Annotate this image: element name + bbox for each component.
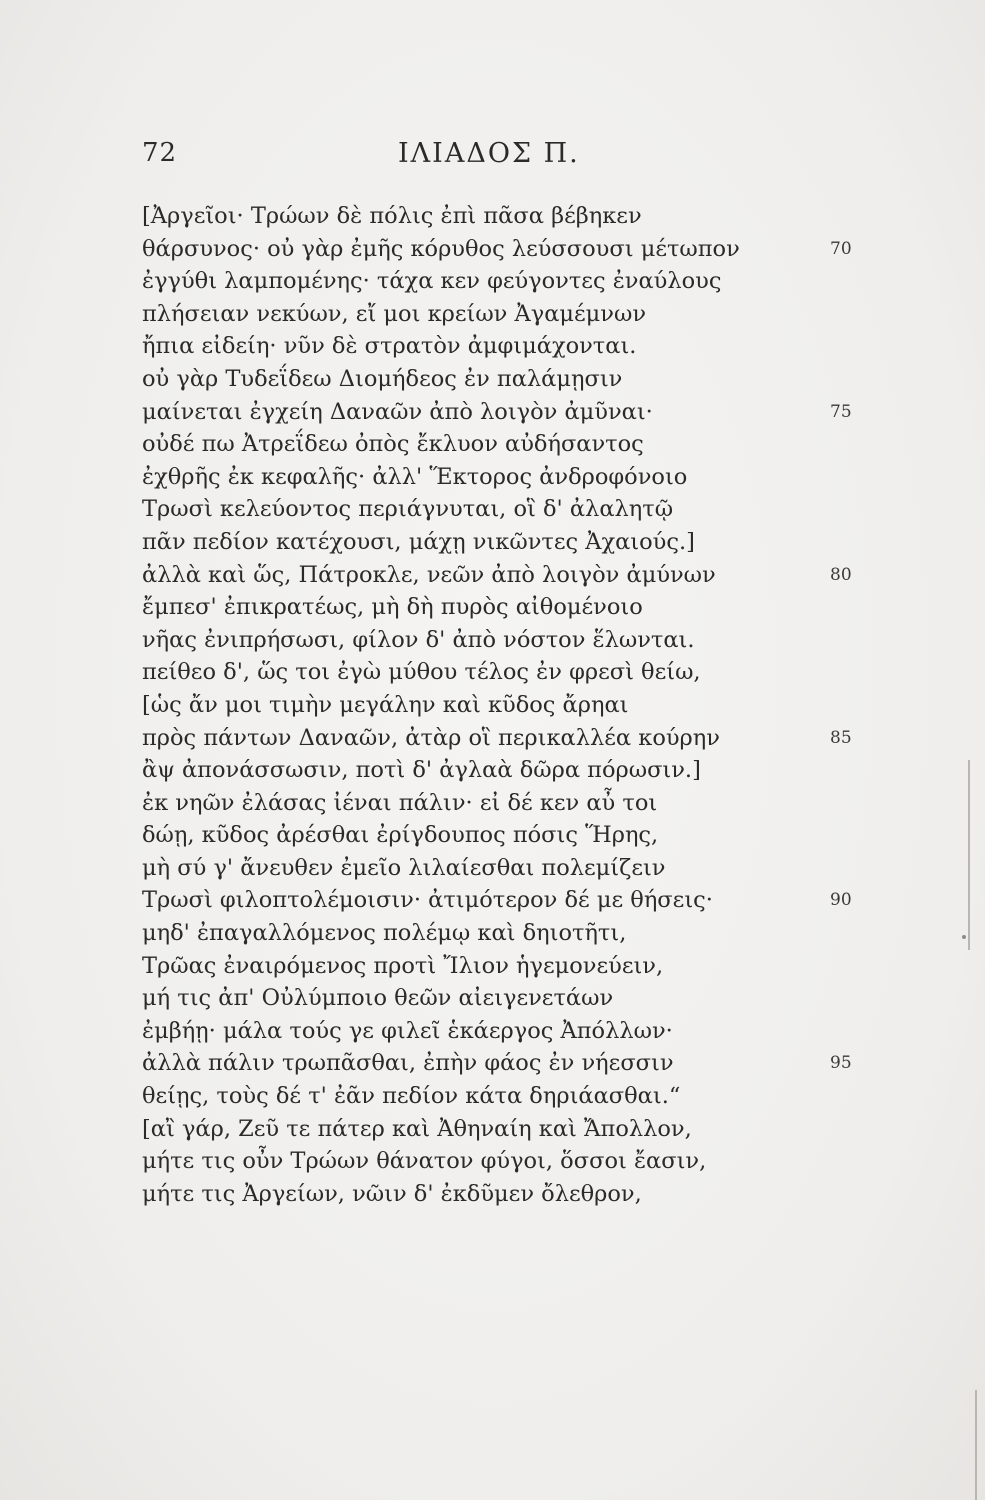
verse-line [142, 982, 902, 1015]
line-number: 85 [830, 727, 852, 748]
verse-text: οὐδέ πω Ἀτρεΐδεω ὀπὸς ἔκλυον αὐδήσαντος [142, 431, 644, 458]
verse-line [142, 396, 902, 429]
verse-line [142, 363, 902, 396]
verse-text: πᾶν πεδίον κατέχουσι, μάχῃ νικῶντες Ἀχαιούς.] [142, 528, 695, 555]
verse-line [142, 559, 902, 592]
verse-line [142, 233, 902, 266]
verse-text: [ὡς ἄν μοι τιμὴν μεγάλην καὶ κῦδος ἄρηαι [142, 691, 629, 718]
verse-text: μηδ' ἐπαγαλλόμενος πολέμῳ καὶ δηιοτῆτι, [142, 920, 627, 947]
verse-line [142, 689, 902, 722]
verse-line [142, 526, 902, 559]
verse-line [142, 265, 902, 298]
verse-text: μὴ σύ γ' ἄνευθεν ἐμεῖο λιλαίεσθαι πολεμίζειν [142, 854, 666, 881]
verse-text: [Ἀργεῖοι· Τρώων δὲ πόλις ἐπὶ πᾶσα βέβηκεν [142, 203, 642, 229]
verse-line [142, 624, 902, 657]
verse-text: νῆας ἐνιπρήσωσι, φίλον δ' ἀπὸ νόστον ἕλωνται. [142, 626, 695, 653]
line-number: 75 [830, 401, 852, 422]
verse-text: Τρῶας ἐναιρόμενος προτὶ Ἴλιον ἡγεμονεύειν, [142, 952, 664, 979]
verse-text: ἐμβήῃ· μάλα τούς γε φιλεῖ ἑκάεργος Ἀπόλλων· [142, 1017, 673, 1044]
verse-text: ἂψ ἀπονάσσωσιν, ποτὶ δ' ἀγλαὰ δῶρα πόρωσιν.] [142, 757, 701, 784]
verse-text: Τρωσὶ φιλοπτολέμοισιν· ἀτιμότερον δέ με θήσεις· [142, 887, 713, 914]
verse-text: [αἲ γάρ, Ζεῦ τε πάτερ καὶ Ἀθηναίη καὶ Ἄπολλον, [142, 1115, 692, 1142]
verse-line [142, 461, 902, 494]
verse-line [142, 754, 902, 787]
verse-text: ἀλλὰ καὶ ὥς, Πάτροκλε, νεῶν ἀπὸ λοιγὸν ἀμύνων [142, 561, 716, 588]
verse-line [142, 1047, 902, 1080]
verse-line [142, 917, 902, 950]
verse-line [142, 428, 902, 461]
verse-text: οὐ γὰρ Τυδεΐδεω Διομήδεος ἐν παλάμῃσιν [142, 365, 623, 392]
verse-text: θείῃς, τοὺς δέ τ' ἐᾶν πεδίον κάτα δηριάασθαι.“ [142, 1083, 681, 1110]
verse-line [142, 298, 902, 331]
verse-text: πείθεο δ', ὥς τοι ἐγὼ μύθου τέλος ἐν φρεσὶ θείω, [142, 659, 701, 686]
verse-line [142, 1145, 902, 1178]
verse-line [142, 330, 902, 363]
verse-line [142, 200, 902, 233]
verse-line [142, 493, 902, 526]
line-number: 90 [830, 890, 852, 911]
verse-text: πλήσειαν νεκύων, εἴ μοι κρείων Ἀγαμέμνων [142, 300, 647, 327]
verse-text: μαίνεται ἐγχείη Δαναῶν ἀπὸ λοιγὸν ἀμῦναι· [142, 398, 653, 425]
line-number: 95 [830, 1053, 852, 1074]
verse-line [142, 656, 902, 689]
verse-line [142, 819, 902, 852]
verse-line [142, 1080, 902, 1113]
verse-line [142, 1113, 902, 1146]
verse-text: Τρωσὶ κελεύοντος περιάγνυται, οἳ δ' ἀλαλητῷ [142, 496, 674, 523]
verse-text: ἐγγύθι λαμπομένης· τάχα κεν φεύγοντες ἐναύλους [142, 268, 722, 295]
page-header [0, 138, 985, 178]
verse-line [142, 950, 902, 983]
line-number: 70 [830, 238, 852, 259]
line-number: 80 [830, 564, 852, 585]
page-number: 72 [142, 138, 178, 168]
verse-text: ἐχθρῆς ἐκ κεφαλῆς· ἀλλ' Ἕκτορος ἀνδροφόνοιο [142, 463, 688, 490]
verse-line [142, 787, 902, 820]
running-title: ΙΛΙΑΔΟΣ Π. [398, 138, 580, 169]
verse-text: δώῃ, κῦδος ἀρέσθαι ἐρίγδουπος πόσις Ἥρης, [142, 822, 659, 849]
margin-scan-mark [968, 760, 970, 950]
verse-text: ἔμπεσ' ἐπικρατέως, μὴ δὴ πυρὸς αἰθομένοιο [142, 594, 643, 621]
verse-block [142, 200, 902, 1210]
verse-text: ἐκ νηῶν ἐλάσας ἰέναι πάλιν· εἰ δέ κεν αὖ τοι [142, 789, 658, 816]
verse-line [142, 722, 902, 755]
margin-scan-mark [975, 1390, 977, 1500]
verse-text: μήτε τις οὖν Τρώων θάνατον φύγοι, ὅσσοι ἔασιν, [142, 1148, 707, 1175]
verse-line [142, 1015, 902, 1048]
verse-line [142, 852, 902, 885]
verse-text: ἀλλὰ πάλιν τρωπᾶσθαι, ἐπὴν φάος ἐν νήεσσιν [142, 1050, 674, 1077]
verse-line [142, 884, 902, 917]
margin-scan-mark [962, 935, 966, 939]
verse-line [142, 1178, 902, 1211]
verse-text: μή τις ἀπ' Οὐλύμποιο θεῶν αἰειγενετάων [142, 985, 614, 1012]
verse-line [142, 591, 902, 624]
verse-text: ἤπια εἰδείη· νῦν δὲ στρατὸν ἀμφιμάχονται. [142, 333, 637, 360]
verse-text: μήτε τις Ἀργείων, νῶιν δ' ἐκδῦμεν ὄλεθρον, [142, 1180, 642, 1207]
verse-text: πρὸς πάντων Δαναῶν, ἀτὰρ οἳ περικαλλέα κούρην [142, 724, 720, 751]
verse-text: θάρσυνος· οὐ γὰρ ἐμῆς κόρυθος λεύσσουσι μέτωπον [142, 235, 740, 262]
